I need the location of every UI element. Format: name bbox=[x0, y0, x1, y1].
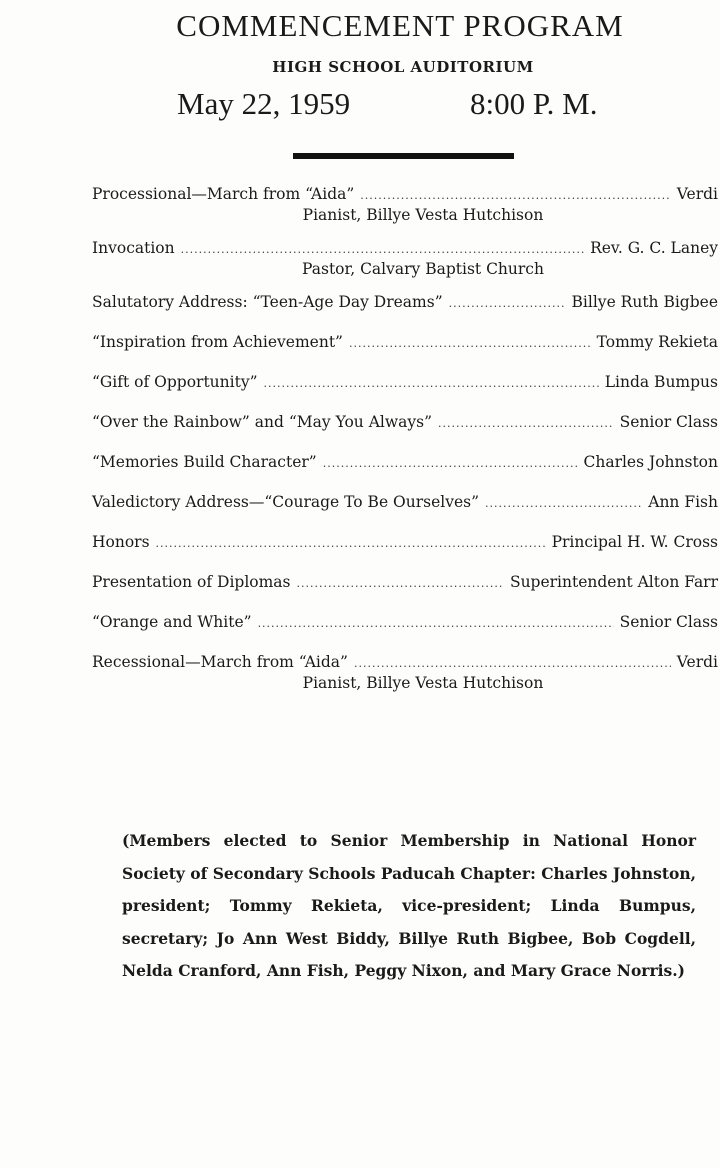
event-time: 8:00 P. M. bbox=[470, 86, 598, 121]
program-item-invocation bbox=[92, 239, 718, 278]
honor-society-note: (Members elected to Senior Membership in National Honor Society of Secondary Schools Paducah Chapter: Charles Johnston, president; Tommy Rekieta, vice-president; Linda Bumpus, secretary; Jo Ann West Biddy, Billye Ruth Bigbee, Bob Cogdell, Nelda Cranford, Ann Fish, Peggy Nixon, and Mary Grace Norris.) bbox=[122, 831, 696, 980]
program-item-performer: Tommy Rekieta bbox=[596, 333, 718, 351]
program-item-performer: Verdi bbox=[676, 185, 718, 203]
program-item-orange-white bbox=[92, 613, 718, 631]
program-item-valedictory bbox=[92, 493, 718, 511]
dot-leader bbox=[181, 243, 584, 256]
program-item-diplomas bbox=[92, 573, 718, 591]
program-item-label: Honors bbox=[92, 533, 150, 551]
program-item-recessional bbox=[92, 653, 718, 692]
event-date: May 22, 1959 bbox=[177, 86, 351, 121]
program-item-detail: Pastor, Calvary Baptist Church bbox=[302, 260, 544, 278]
program-item-performer: Charles Johnston bbox=[583, 453, 718, 471]
program-item-performer: Senior Class bbox=[619, 413, 718, 431]
program-item-honors bbox=[92, 533, 718, 551]
dot-leader bbox=[438, 417, 614, 430]
program-item-performer: Superintendent Alton Farr bbox=[509, 573, 718, 591]
dot-leader bbox=[485, 497, 642, 510]
program-item-performer: Rev. G. C. Laney bbox=[590, 239, 718, 257]
dot-leader bbox=[258, 617, 614, 630]
program-item-label: Presentation of Diplomas bbox=[92, 573, 291, 591]
dot-leader bbox=[354, 657, 671, 670]
venue: HIGH SCHOOL AUDITORIUM bbox=[272, 58, 534, 76]
program-item-detail: Pianist, Billye Vesta Hutchison bbox=[302, 674, 544, 692]
program-item-label: “Over the Rainbow” and “May You Always” bbox=[92, 413, 433, 431]
program-item-label: Valedictory Address—“Courage To Be Ourselves” bbox=[92, 493, 480, 511]
program-item-detail: Pianist, Billye Vesta Hutchison bbox=[302, 206, 544, 224]
program-item-gift bbox=[92, 373, 718, 391]
program-item-songs bbox=[92, 413, 718, 431]
dot-leader bbox=[449, 297, 566, 310]
divider-rule bbox=[293, 153, 514, 159]
program-item-salutatory bbox=[92, 293, 718, 311]
program-item-processional bbox=[92, 185, 718, 224]
program-item-label: “Memories Build Character” bbox=[92, 453, 317, 471]
program-item-label: Recessional—March from “Aida” bbox=[92, 653, 348, 671]
program-item-inspiration bbox=[92, 333, 718, 351]
program-item-performer: Billye Ruth Bigbee bbox=[571, 293, 718, 311]
program-item-performer: Senior Class bbox=[619, 613, 718, 631]
program-item-performer: Principal H. W. Cross bbox=[551, 533, 718, 551]
program-list bbox=[92, 185, 718, 707]
dot-leader bbox=[264, 377, 599, 390]
program-item-label: “Gift of Opportunity” bbox=[92, 373, 258, 391]
program-item-label: Salutatory Address: “Teen-Age Day Dreams” bbox=[92, 293, 443, 311]
program-item-label: Invocation bbox=[92, 239, 175, 257]
dot-leader bbox=[360, 189, 670, 202]
dot-leader bbox=[156, 537, 546, 550]
program-item-performer: Ann Fish bbox=[648, 493, 718, 511]
dot-leader bbox=[297, 577, 504, 590]
dot-leader bbox=[349, 337, 591, 350]
dot-leader bbox=[323, 457, 578, 470]
program-item-label: “Inspiration from Achievement” bbox=[92, 333, 343, 351]
program-item-memories bbox=[92, 453, 718, 471]
program-item-label: Processional—March from “Aida” bbox=[92, 185, 355, 203]
program-item-label: “Orange and White” bbox=[92, 613, 252, 631]
page-title: COMMENCEMENT PROGRAM bbox=[176, 8, 624, 43]
program-item-performer: Verdi bbox=[676, 653, 718, 671]
program-item-performer: Linda Bumpus bbox=[604, 373, 718, 391]
